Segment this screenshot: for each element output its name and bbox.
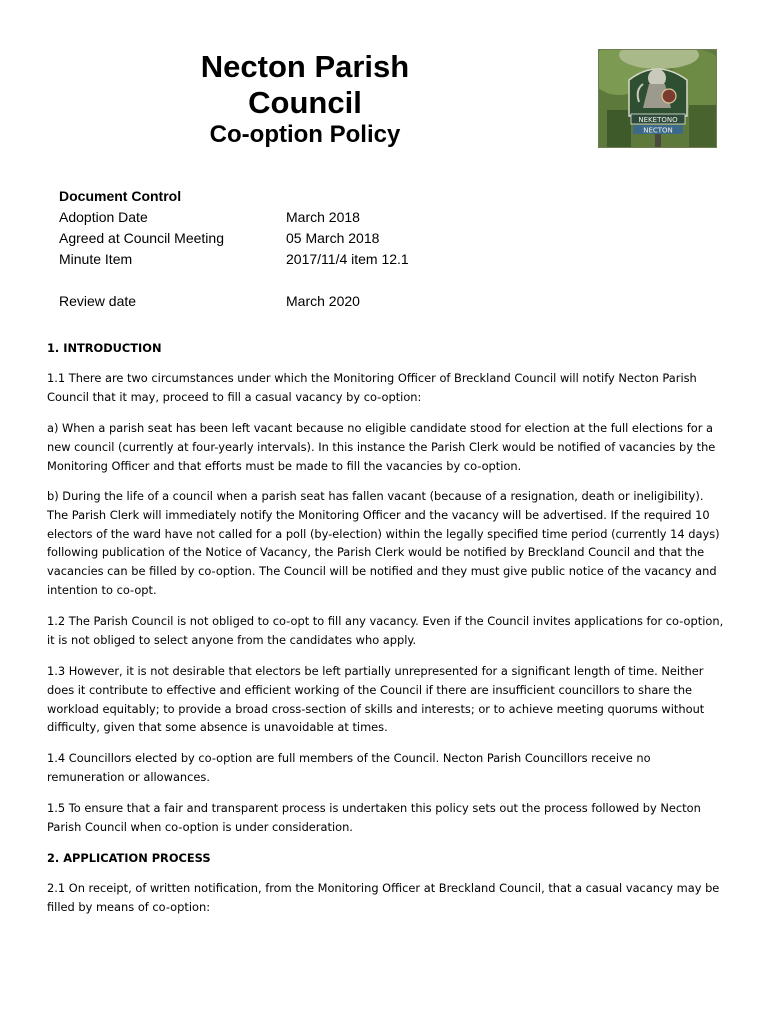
doc-control-value-minute: 2017/11/4 item 12.1 (286, 251, 409, 267)
section-heading-introduction: 1. INTRODUCTION (47, 341, 162, 355)
doc-control-label-agreed: Agreed at Council Meeting (59, 230, 224, 246)
document-control-heading: Document Control (59, 188, 182, 204)
paragraph-1-2: 1.2 The Parish Council is not obliged to co-opt to fill any vacancy. Even if the Council invites applications for co-option, it is not obliged to select anyone from the candidates who apply. (47, 614, 724, 647)
doc-control-label-review: Review date (59, 293, 137, 309)
doc-control-label-adoption: Adoption Date (59, 209, 148, 225)
village-sign-image (598, 49, 717, 148)
page-subtitle: Co-option Policy (209, 121, 401, 148)
sign-text-necton: NECTON (643, 126, 673, 135)
page-title-line-1: Necton Parish (200, 49, 410, 84)
paragraph-1-1: 1.1 There are two circumstances under which the Monitoring Officer of Breckland Council will notify Necton Parish Council that it may, proceed to fill a casual vacancy by co-option: (47, 371, 697, 404)
doc-control-label-minute: Minute Item (59, 251, 133, 267)
doc-control-value-review: March 2020 (286, 293, 360, 309)
paragraph-2-1: 2.1 On receipt, of written notification, from the Monitoring Officer at Breckland Council, that a casual vacancy may be filled by means of co-option: (47, 881, 720, 914)
page-title-line-2: Council (248, 85, 362, 120)
paragraph-b: b) During the life of a council when a parish seat has fallen vacant (because of a resignation, death or ineligibility). The Parish Clerk will immediately notify the Monitoring Officer and the vacancy will be advertised. If the required 10 electors of the ward have not called for a poll (by-election) within the legally specified time period (currently 14 days) following publication of the Notice of Vacancy, the Parish Clerk would be notified by Breckland Council and that the vacancies can be filled by co-option. The Council will be notified and they must give public notice of the vacancy and intention to co-opt. (47, 489, 720, 597)
paragraph-1-4: 1.4 Councillors elected by co-option are full members of the Council. Necton Parish Councillors receive no remuneration or allowances. (47, 751, 651, 784)
paragraph-a: a) When a parish seat has been left vacant because no eligible candidate stood for election at the full elections for a new council (currently at four-yearly intervals). In this instance the Parish Clerk would be notified of vacancies by the Monitoring Officer and that efforts must be made to fill the vacancies by co-option. (47, 421, 716, 473)
paragraph-1-5: 1.5 To ensure that a fair and transparent process is undertaken this policy sets out the process followed by Necton Parish Council when co-option is under consideration. (47, 801, 701, 834)
paragraph-1-3: 1.3 However, it is not desirable that electors be left partially unrepresented for a significant length of time. Neither does it contribute to effective and efficient working of the Council if there are insufficient councillors to share the workload equitably; to provide a broad cross-section of skills and interests; or to achieve meeting quorums without difficulty, given that some absence is unavoidable at times. (47, 664, 705, 735)
doc-control-value-adoption: March 2018 (286, 209, 360, 225)
doc-control-value-agreed: 05 March 2018 (286, 230, 380, 246)
sign-text-neketono: NEKETONO (638, 116, 678, 124)
section-heading-application-process: 2. APPLICATION PROCESS (47, 851, 211, 865)
